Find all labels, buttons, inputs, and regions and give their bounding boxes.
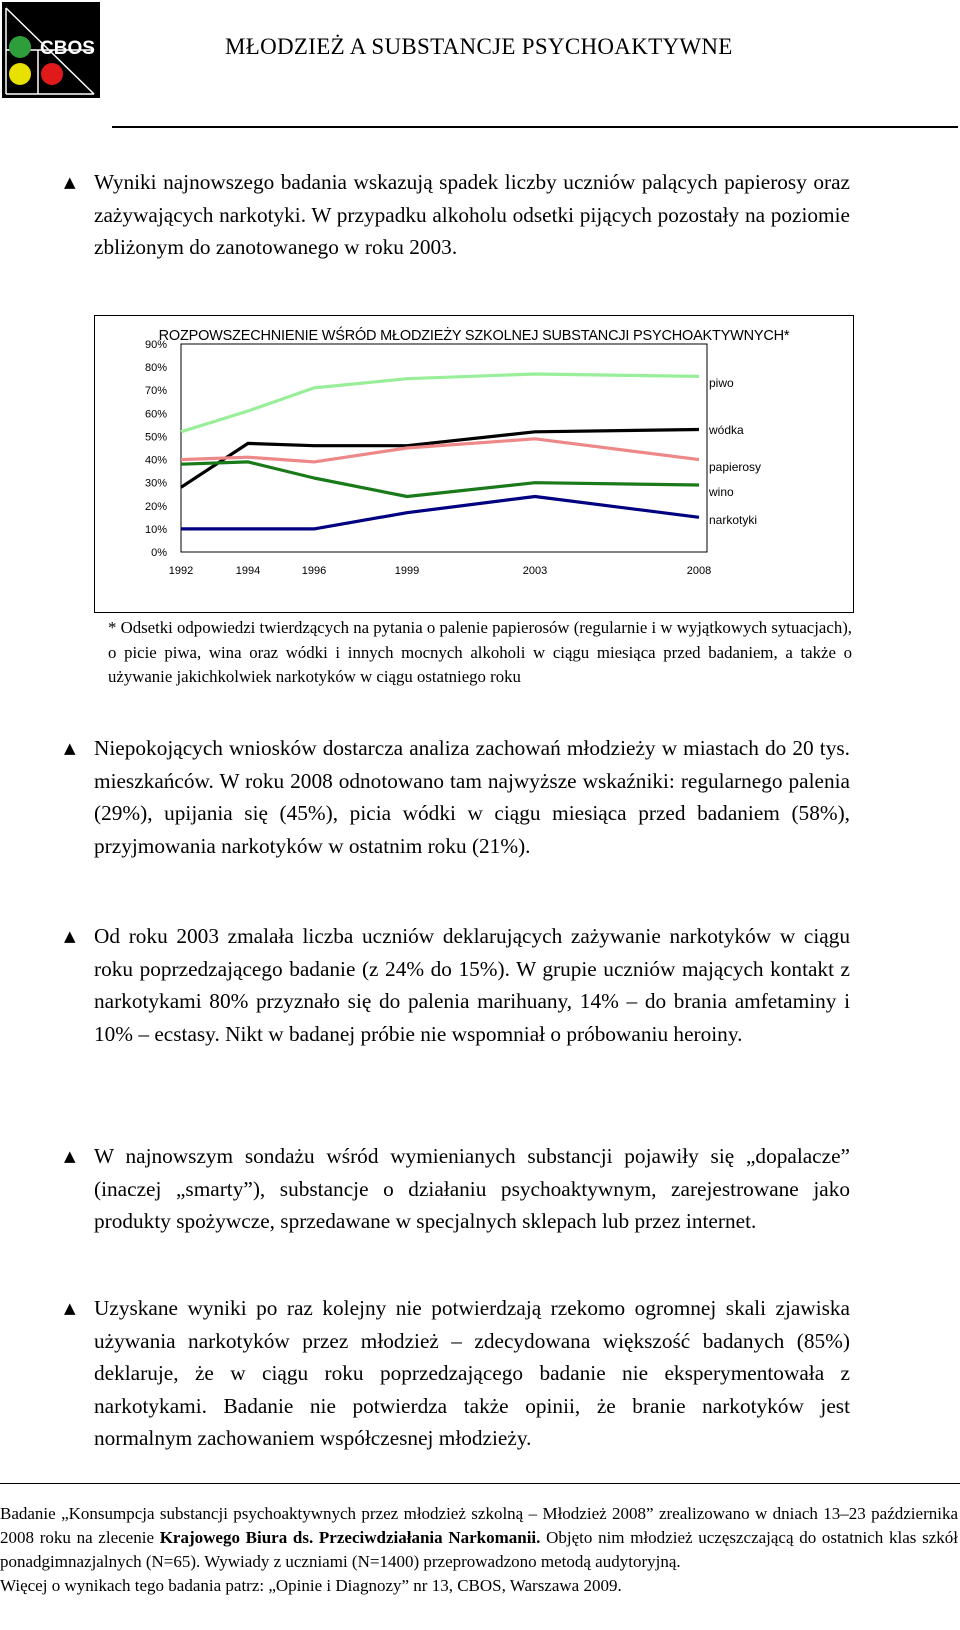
series-line-piwo <box>181 374 699 432</box>
footer-text-2: Objęto nim młodzież uczęszczającą do ostatnich klas szkół ponadgimnazjalnych (N=65). Wywiady z uczniami (N=1400) przeprowadzono metodą audytoryjną. <box>0 1528 958 1571</box>
series-label: wódka <box>709 423 744 437</box>
y-tick-label: 90% <box>144 339 167 351</box>
chart-footnote: * Odsetki odpowiedzi twierdzących na pytania o palenie papierosów (regularnie i w wyjątkowych sytuacjach), o picie piwa, wina oraz wódki i innych mocnych alkoholi w ciągu miesiąca przed badaniem, a także o używanie jakichkolwiek narkotyków w ciągu ostatniego roku <box>108 618 852 686</box>
y-tick-label: 80% <box>144 362 167 375</box>
bullet-text: W najnowszym sondażu wśród wymienianych substancji pojawiły się „dopalacze” (inaczej „smarty”), substancje o działaniu psychoaktywnym, zarejestrowane jako produkty spożywcze, sprzedawane w specjalnych sklepach lub przez internet. <box>94 1144 850 1233</box>
y-tick-label: 30% <box>144 477 167 490</box>
x-tick-label: 2008 <box>686 565 712 577</box>
y-tick-label: 20% <box>144 500 167 513</box>
series-label: narkotyki <box>709 513 758 527</box>
y-tick-label: 10% <box>144 523 167 536</box>
page-header <box>0 0 960 130</box>
logo-text: CBOS <box>40 38 95 59</box>
chart-plot <box>95 316 853 612</box>
x-tick-label: 1999 <box>394 565 420 577</box>
series-line-wino <box>181 462 699 497</box>
survey-info-footer <box>0 1502 958 1598</box>
y-tick-label: 0% <box>151 547 167 559</box>
triangle-bullet-icon: ▲ <box>64 739 76 757</box>
triangle-bullet-icon: ▲ <box>64 1299 76 1317</box>
footer-divider <box>0 1483 960 1484</box>
chart-title: ROZPOWSZECHNIENIE WŚRÓD MŁODZIEŻY SZKOLNEJ SUBSTANCJI PSYCHOAKTYWNYCH* <box>158 328 790 344</box>
x-tick-label: 1992 <box>168 565 194 577</box>
footer-text-1: Badanie „Konsumpcja substancji psychoaktywnych przez młodzież szkolną – Młodzież 2008” zrealizowano w dniach 13–23 października 2008 roku na zlecenie <box>0 1504 958 1547</box>
bullet-text: Uzyskane wyniki po raz kolejny nie potwierdzają rzekomo ogromnej skali zjawiska używania narkotyków przez młodzież – zdecydowana większość badanych (85%) deklaruje, że w ciągu roku poprzedzającego badanie nie eksperymentowała z narkotykami. Badanie nie potwierdza także opinii, że branie narkotyków jest normalnym zachowaniem współczesnej młodzieży. <box>94 1296 850 1450</box>
footer-paragraph <box>0 1502 958 1574</box>
x-tick-label: 2003 <box>522 565 548 577</box>
header-divider <box>112 126 958 128</box>
footer-reference: Więcej o wynikach tego badania patrz: „Opinie i Diagnozy” nr 13, CBOS, Warszawa 2009. <box>0 1576 622 1595</box>
series-line-narkotyki <box>181 497 699 529</box>
triangle-bullet-icon: ▲ <box>64 1147 76 1165</box>
y-tick-label: 50% <box>144 431 167 444</box>
document-title: MŁODZIEŻ A SUBSTANCJE PSYCHOAKTYWNE <box>225 34 733 59</box>
x-tick-label: 1996 <box>301 565 327 577</box>
triangle-bullet-icon: ▲ <box>64 173 76 191</box>
x-tick-label: 1994 <box>235 565 261 577</box>
substance-use-chart <box>94 315 854 613</box>
cbos-logo <box>2 2 100 98</box>
bullet-text: Niepokojących wniosków dostarcza analiza zachowań młodzieży w miastach do 20 tys. mieszkańców. W roku 2008 odnotowano tam najwyższe wskaźniki: regularnego palenia (29%), upijania się (45%), picia wódki w ciągu miesiąca przed badaniem (58%), przyjmowania narkotyków w ostatnim roku (21%). <box>94 736 850 858</box>
series-label: wino <box>709 485 734 499</box>
y-tick-label: 60% <box>144 408 167 421</box>
y-tick-label: 70% <box>144 385 167 398</box>
triangle-bullet-icon: ▲ <box>64 927 76 945</box>
series-label: papierosy <box>709 460 762 474</box>
bullet-text: Wyniki najnowszego badania wskazują spadek liczby uczniów palących papierosy oraz zażywających narkotyki. W przypadku alkoholu odsetki pijących pozostały na poziomie zbliżonym do zanotowanego w roku 2003. <box>94 170 850 259</box>
series-label: piwo <box>709 376 734 390</box>
y-tick-label: 40% <box>144 454 167 467</box>
footer-commissioner: Krajowego Biura ds. Przeciwdziałania Narkomanii. <box>159 1528 541 1547</box>
bullet-text: Od roku 2003 zmalała liczba uczniów deklarujących zażywanie narkotyków w ciągu roku poprzedzającego badanie (z 24% do 15%). W grupie uczniów mających kontakt z narkotykami 80% przyznało się do palenia marihuany, 14% – do brania amfetaminy i 10% – ecstasy. Nikt w badanej próbie nie wspomniał o próbowaniu heroiny. <box>94 924 850 1046</box>
